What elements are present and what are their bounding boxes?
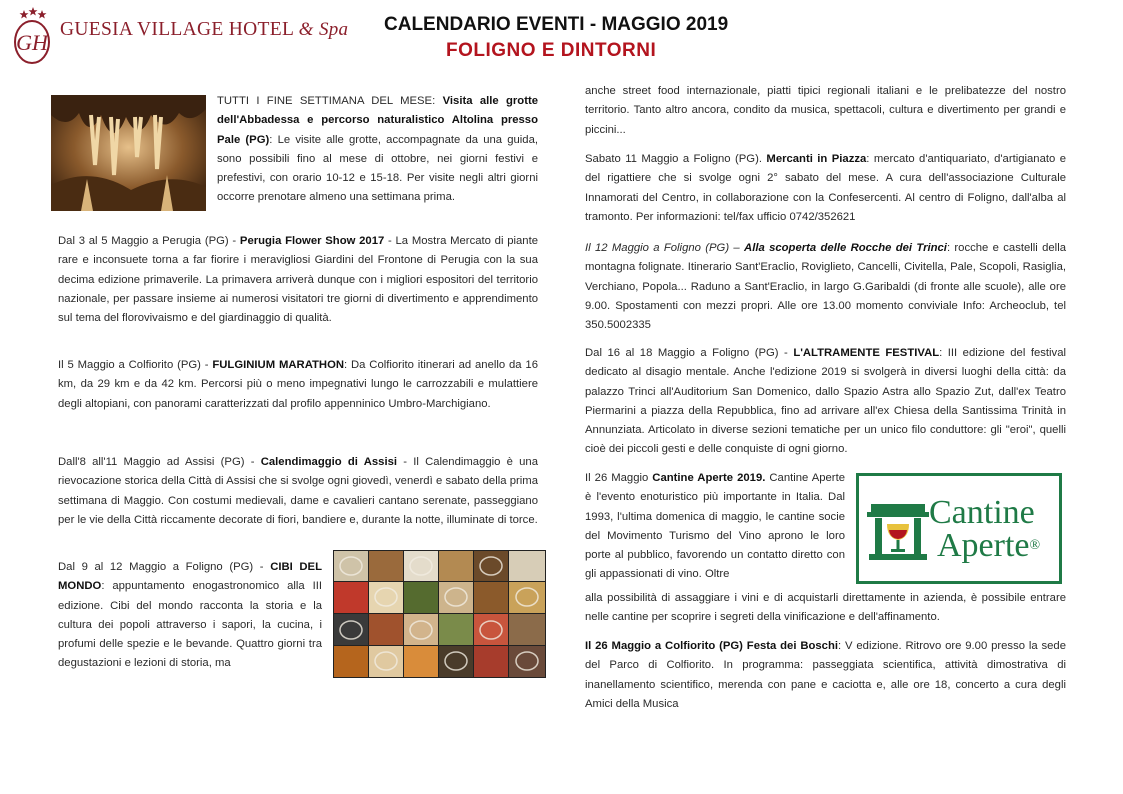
event-mercanti-in-piazza: Sabato 11 Maggio a Foligno (PG). Mercanti in Piazza: mercato d'antiquariato, d'artigianato e del rigattiere che si svolge ogni 2° sabato del mese. A cura dell'associazione Culturale Innamorati del Centro, in collaborazione con la Confesercenti. Al centro di Foligno, dall'alba al tramonto. Per informazioni: tel/fax ufficio 0742/352621 — [585, 153, 1066, 223]
event-perugia-flower-show: Dal 3 al 5 Maggio a Perugia (PG) - Perugia Flower Show 2017 - La Mostra Mercato di piante rare e inconsuete torna a far fiorire i meravigliosi Giardini del Frontone di Perugia con la sua decima edizione primaverile. La primavera arriverà dunque con i migliori espositori del territorio nazionale, per passare insieme ai numerosi visitatori tre giorni di divertimento e apprendimento sul tema del florovivaismo e del giardinaggio di qualità. — [58, 235, 538, 325]
hotel-logo — [10, 4, 54, 68]
monogram: GH — [16, 30, 48, 55]
cave-photo — [51, 95, 206, 211]
cantine-aperte-logo — [856, 473, 1062, 584]
event-cantine-aperte-continuation: alla possibilità di assaggiare i vini e di acquistarli direttamente in azienda, è possibile entrare nelle cantine per scoprire i segreti della vinificazione e dell'affinamento. — [585, 592, 1066, 624]
event-cibi-del-mondo: Dal 9 al 12 Maggio a Foligno (PG) - CIBI DEL MONDO: appuntamento enogastronomico alla III edizione. Cibi del mondo racconta la storia e la cultura dei popoli attraverso i sapori, la cucina, i profumi delle spezie e le bevande. Quattro giorni tra degustazioni e lezioni di storia, ma — [58, 561, 322, 670]
event-rocche-dei-trinci: Il 12 Maggio a Foligno (PG) – Alla scoperta delle Rocche dei Trinci: rocche e castelli della montagna folignate. Itinerario Sant'Eraclio, Roviglieto, Cancelli, Civitella, Pale, Scopoli, Rasiglia, Verchiano, Popola... Raduno a Sant'Eraclio, in largo G.Garibaldi (di fronte alle scuole), alle ore 9.00. Spostamenti con mezzi propri. Alle ore 13.00 momento conviviale Info: Archeoclub, tel 350.5002335 — [585, 242, 1066, 332]
cantine-logo-text: Cantine Aperte® — [929, 494, 1041, 564]
event-cibi-continuation: anche street food internazionale, piatti tipici regionali italiani e le prelibatezze del nostro territorio. Tanto altro ancora, condito da musica, spettacoli, cultura e divertimento per grandi e piccini... — [585, 85, 1066, 136]
event-fulginium-marathon: Il 5 Maggio a Colfiorito (PG) - FULGINIUM MARATHON: Da Colfiorito itinerari ad anello da 16 km, da 29 km e da 42 km. Percorsi più o meno impegnativi lungo le carrozzabili e mulattiere degli altopiani, con panorami caratterizzati dal profilo appenninico Umbro-Marchigiano. — [58, 359, 538, 410]
hotel-name: GUESIA VILLAGE HOTEL & Spa — [60, 19, 349, 40]
page-subtitle: FOLIGNO E DINTORNI — [446, 40, 657, 61]
event-calendimaggio: Dall'8 all'11 Maggio ad Assisi (PG) - Calendimaggio di Assisi - Il Calendimaggio è una rievocazione storica della Città di Assisi che si svolge ogni giovedì, venerdì e sabato della prima settimana di Maggio. Con costumi medievali, dame e cavalieri cantano serenate, passeggiano per le vie della Città riccamente decorate di fiori, bandiere e, durante la notte, illuminate di torce. — [58, 456, 538, 526]
page-title: CALENDARIO EVENTI - MAGGIO 2019 — [384, 14, 729, 35]
event-cantine-aperte: Il 26 Maggio Cantine Aperte 2019. Cantine Aperte è l'evento enoturistico più importante in Italia. Dal 1993, l'ultima domenica di maggio, le cantine socie del Movimento Turismo del Vino aprono le loro porte al pubblico, favorendo un contatto diretto con gli appassionati di vino. Oltre — [585, 472, 845, 581]
event-festa-dei-boschi: Il 26 Maggio a Colfiorito (PG) Festa dei Boschi: V edizione. Ritrovo ore 9.00 presso la sede del Parco di Colfiorito. In programma: passeggiata scientifica, attività dimostrativa di inanellamento scientifico, merenda con pane e caciotta e, alle ore 18, concerto a cura degli Amici della Musica — [585, 640, 1066, 710]
event-altramente-festival: Dal 16 al 18 Maggio a Foligno (PG) - L'ALTRAMENTE FESTIVAL: III edizione del festival dedicato al disagio mentale. Anche l'edizione 2019 si svolgerà in diversi luoghi della città: da palazzo Trinci all'Auditorium San Domenico, dallo Spazio Astra allo Spazio Zut, dall'ex Teatro Piermarini a piazza della Repubblica, fino ad arrivare all'ex Chiesa della Santissima Trinità in Annunziata. Articolato in diverse sezioni tematiche per un unico filo conduttore: gli "eroi", quelli cioè dei piccoli gesti e delle conquiste di ogni giorno. — [585, 347, 1066, 456]
food-collage-photo — [333, 550, 546, 678]
event-grotte: TUTTI I FINE SETTIMANA DEL MESE: Visita alle grotte dell'Abbadessa e percorso naturalistico Altolina presso Pale (PG): Le visite alle grotte, accompagnate da una guida, sono possibili fino al mese di ottobre, nei giorni festivi e prefestivi, con orario 10-12 e 15-18. Per visite negli altri giorni occorre prenotare almeno una settimana prima. — [217, 95, 538, 204]
